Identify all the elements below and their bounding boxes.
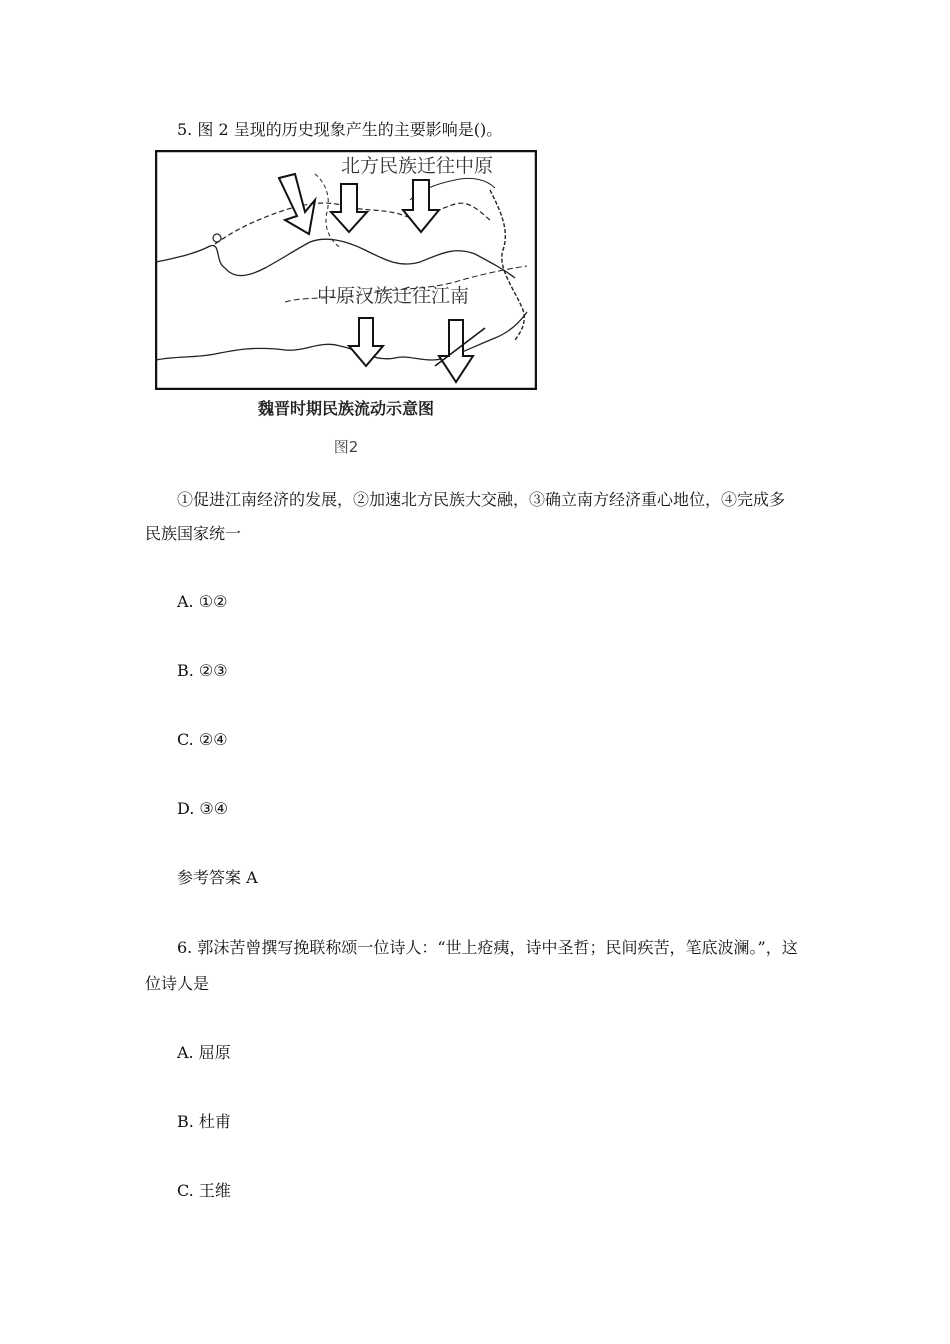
migration-map-figure [155, 150, 537, 390]
q6-option-c: C. 王维 [177, 1181, 231, 1200]
q5-option-c: C. ②④ [177, 730, 228, 749]
question-5-stem: 5. 图 2 呈现的历史现象产生的主要影响是()。 [177, 120, 503, 139]
migration-map [155, 150, 537, 390]
q6-option-b: B. 杜甫 [177, 1112, 231, 1131]
q6-option-a: A. 屈原 [177, 1043, 231, 1062]
q5-option-d: D. ③④ [177, 799, 229, 818]
label-north-migration: 北方民族迁往中原 [341, 155, 494, 177]
statement-line-1: ①促进江南经济的发展，②加速北方民族大交融，③确立南方经济重心地位，④完成多 [177, 490, 786, 509]
statement-line-2: 民族国家统一 [145, 524, 242, 543]
question-6-stem-line-1: 6. 郭沫苦曾撰写挽联称颂一位诗人：“世上疮痍，诗中圣哲；民间疾苦，笔底波澜。”，这 [177, 938, 798, 957]
q5-option-a: A. ①② [177, 592, 228, 611]
figure-number: 图2 [333, 438, 359, 456]
q5-answer: 参考答案 A [177, 868, 258, 887]
label-south-migration: 中原汉族迁往江南 [317, 285, 470, 307]
figure-title: 魏晋时期民族流动示意图 [257, 399, 434, 418]
q5-option-b: B. ②③ [177, 661, 228, 680]
question-6-stem-line-2: 位诗人是 [145, 974, 210, 993]
